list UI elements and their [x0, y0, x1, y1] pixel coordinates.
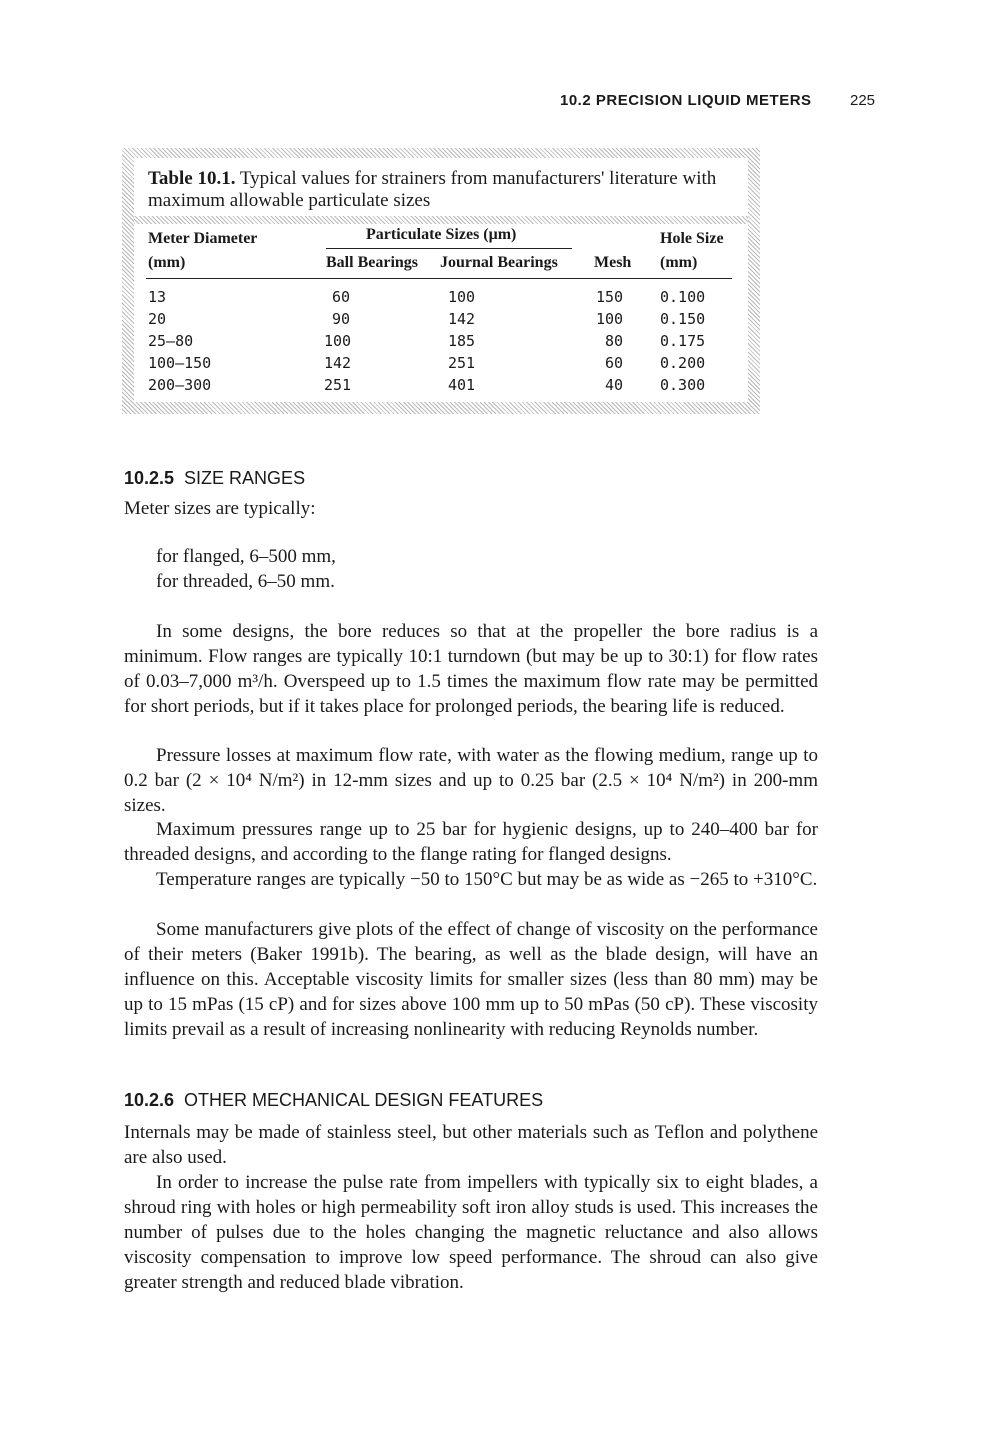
cell-ball: 142 — [324, 354, 352, 372]
header-hole-unit: (mm) — [660, 254, 698, 271]
section-heading-size-ranges — [124, 468, 305, 489]
caption-divider — [134, 216, 748, 224]
cell-mesh: 80 — [605, 332, 624, 350]
section-title: SIZE RANGES — [184, 468, 306, 488]
paragraph: Maximum pressures range up to 25 bar for hygienic designs, up to 240–400 bar for threaded designs, and according to the flange rating for flanged designs. — [124, 819, 818, 865]
header-particulate-group: Particulate Sizes (μm) — [366, 226, 517, 243]
page-number: 225 — [850, 92, 876, 109]
cell-mesh: 150 — [596, 288, 624, 306]
paragraph: Some manufacturers give plots of the effect of change of viscosity on the performance of their meters (Baker 1991b). The bearing, as well as the blade design, will have an influence on this. Acceptable viscosity limits for smaller sizes (less than 80 mm) may be up to 15 mPas (15 cP) and for sizes above 100 mm up to 50 mPas (50 cP). These viscosity limits prevail as a result of increasing nonlinearity with reducing Reynolds number. — [124, 919, 818, 1040]
cell-diameter: 13 — [148, 288, 167, 306]
paragraph: Internals may be made of stainless steel, but other materials such as Teflon and polythene are also used. — [124, 1122, 818, 1168]
running-header-title: 10.2 PRECISION LIQUID METERS — [560, 92, 812, 109]
cell-journal: 185 — [448, 332, 476, 350]
header-rule — [146, 278, 732, 279]
cell-hole: 0.300 — [660, 376, 706, 394]
table-caption — [148, 168, 748, 212]
cell-diameter: 25–80 — [148, 332, 194, 350]
paragraph: Temperature ranges are typically −50 to 150°C but may be as wide as −265 to +310°C. — [156, 869, 818, 890]
cell-ball: 90 — [332, 310, 351, 328]
cell-mesh: 40 — [605, 376, 624, 394]
section-heading-design-features — [124, 1090, 543, 1111]
cell-hole: 0.100 — [660, 288, 706, 306]
cell-diameter: 20 — [148, 310, 167, 328]
cell-ball: 60 — [332, 288, 351, 306]
cell-diameter: 200–300 — [148, 376, 212, 394]
header-ball-bearings: Ball Bearings — [326, 254, 419, 271]
table-frame — [122, 148, 760, 414]
paragraph: In some designs, the bore reduces so that at the propeller the bore radius is a minimum. Flow ranges are typically 10:1 turndown (but may be up to 30:1) for flow rates of 0.03–7,000 m³/h. Overspeed up to 1.5 times the maximum flow rate may be permitted for short periods, but if it takes place for prolonged periods, the bearing life is reduced. — [124, 621, 818, 717]
table-caption-label: Table 10.1. — [148, 168, 236, 189]
cell-hole: 0.175 — [660, 332, 706, 350]
cell-ball: 100 — [324, 332, 352, 350]
header-journal-bearings: Journal Bearings — [440, 254, 558, 271]
table-caption-text: Typical values for strainers from manufacturers' literature with maximum allowable particulate sizes — [148, 168, 717, 211]
section-number: 10.2.5 — [124, 468, 175, 488]
cell-journal: 401 — [448, 376, 476, 394]
cell-journal: 251 — [448, 354, 476, 372]
cell-journal: 142 — [448, 310, 476, 328]
cell-hole: 0.150 — [660, 310, 706, 328]
cell-journal: 100 — [448, 288, 476, 306]
header-hole-size: Hole Size — [660, 230, 724, 247]
list-item: for flanged, 6–500 mm, — [156, 546, 336, 567]
header-mesh: Mesh — [594, 254, 632, 271]
cell-diameter: 100–150 — [148, 354, 212, 372]
header-meter-diameter: Meter Diameter — [148, 230, 258, 247]
cell-mesh: 100 — [596, 310, 624, 328]
section-title: OTHER MECHANICAL DESIGN FEATURES — [184, 1090, 544, 1110]
particulate-group-rule — [326, 248, 572, 249]
paragraph: Pressure losses at maximum flow rate, with water as the flowing medium, range up to 0.2 bar (2 × 10⁴ N/m²) in 12-mm sizes and up to 0.25 bar (2.5 × 10⁴ N/m²) in 200-mm sizes. — [124, 745, 818, 816]
header-meter-unit: (mm) — [148, 254, 186, 271]
paragraph: In order to increase the pulse rate from impellers with typically six to eight blades, a shroud ring with holes or high permeability soft iron alloy studs is used. This increases the number of pulses due to the holes changing the magnetic reluctance and also allows viscosity compensation to improve low speed performance. The shroud can also give greater strength and reduced blade vibration. — [124, 1172, 818, 1293]
cell-mesh: 60 — [605, 354, 624, 372]
cell-ball: 251 — [324, 376, 352, 394]
section-number: 10.2.6 — [124, 1090, 175, 1110]
list-item: for threaded, 6–50 mm. — [156, 571, 335, 592]
table-panel — [134, 158, 748, 402]
cell-hole: 0.200 — [660, 354, 706, 372]
size-intro: Meter sizes are typically: — [124, 498, 316, 519]
